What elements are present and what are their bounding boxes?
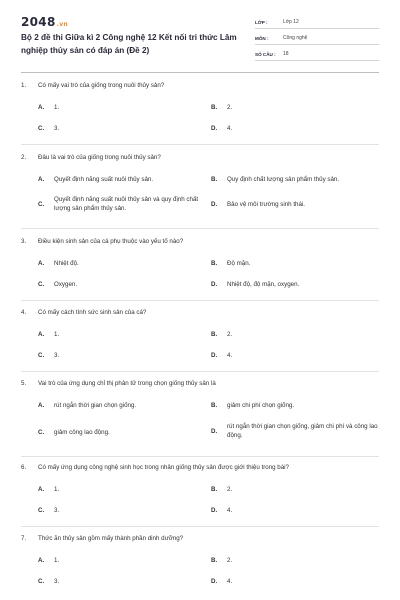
question-1 [21, 80, 379, 132]
question-number: 3. [21, 237, 27, 245]
option-letter: C. [38, 578, 45, 585]
option-d[interactable] [211, 506, 232, 515]
option-c[interactable] [38, 124, 59, 133]
question-divider [21, 371, 379, 372]
option-c[interactable] [38, 195, 206, 213]
question-stem [21, 236, 379, 246]
question-text: Có mấy ứng dụng công nghệ sinh học trong nhân giống thủy sản được giới thiệu trong bài? [38, 463, 290, 471]
option-text: 2. [227, 486, 233, 493]
question-stem [21, 80, 379, 90]
question-4 [21, 307, 379, 359]
meta-key: SỐ CÂU : [255, 52, 276, 57]
logo-text: 2048 [21, 15, 56, 29]
option-text: Độ mặn. [227, 260, 251, 267]
option-text: giảm chi phí chọn giống. [227, 402, 295, 409]
option-a[interactable] [38, 103, 59, 112]
question-3 [21, 236, 379, 288]
option-letter: D. [211, 352, 218, 359]
question-number: 6. [21, 463, 27, 471]
question-divider [21, 144, 379, 145]
question-stem [21, 152, 379, 162]
option-letter: C. [38, 125, 45, 132]
option-letter: B. [211, 402, 218, 409]
question-divider [21, 456, 379, 457]
option-text: 4. [227, 352, 233, 359]
option-text: rút ngắn thời gian chọn giống, giảm chi phí và công lao động. [227, 423, 378, 439]
question-number: 2. [21, 153, 27, 161]
question-7 [21, 533, 379, 585]
option-text: Quyết định năng suất nuôi thủy sản và quy định chất lượng sản phẩm thủy sản. [54, 196, 199, 212]
question-2 [21, 152, 379, 212]
option-letter: B. [211, 176, 218, 183]
option-text: giảm công lao động. [54, 429, 110, 436]
option-b[interactable] [211, 103, 232, 112]
option-text: 1. [54, 486, 60, 493]
option-text: 1. [54, 557, 60, 564]
question-5 [21, 378, 379, 439]
option-d[interactable] [211, 124, 232, 133]
meta-key: MÔN : [255, 36, 269, 41]
meta-value: Công nghệ [283, 35, 308, 41]
option-b[interactable] [211, 485, 232, 494]
option-letter: A. [38, 104, 45, 111]
option-text: 4. [227, 578, 233, 585]
option-d[interactable] [211, 351, 232, 360]
question-stem [21, 462, 379, 472]
question-divider [21, 526, 379, 527]
option-b[interactable] [211, 175, 339, 184]
option-text: 3. [54, 125, 60, 132]
option-text: 1. [54, 331, 60, 338]
option-c[interactable] [38, 351, 59, 360]
question-text: Đâu là vai trò của giống trong nuôi thủy sản? [38, 153, 161, 161]
question-text: Có mấy vai trò của giống trong nuôi thủy sản? [38, 81, 165, 89]
option-a[interactable] [38, 259, 79, 268]
option-a[interactable] [38, 485, 59, 494]
option-text: Bảo vệ môi trường sinh thái. [227, 201, 306, 208]
option-text: Quy định chất lượng sản phẩm thủy sản. [227, 176, 340, 183]
option-text: Nhiệt độ, độ mặn, oxygen. [227, 281, 300, 288]
option-letter: C. [38, 429, 45, 436]
document-title: Bộ 2 đề thi Giữa kì 2 Công nghệ 12 Kết nối tri thức Lâm nghiệp thủy sản có đáp án (Đề 2) [21, 33, 237, 55]
meta-row-subject [255, 30, 379, 45]
option-text: rút ngắn thời gian chọn giống. [54, 402, 137, 409]
option-letter: D. [211, 578, 218, 585]
meta-value: 18 [283, 51, 289, 57]
question-text: Có mấy cách tính sức sinh sản của cá? [38, 308, 147, 316]
option-letter: C. [38, 352, 45, 359]
option-letter: A. [38, 260, 45, 267]
option-text: Nhiệt độ. [54, 260, 79, 267]
option-text: 2. [227, 104, 233, 111]
question-text: Vai trò của ứng dụng chỉ thị phân tử trong chọn giống thủy sản là [38, 379, 216, 387]
option-text: 3. [54, 578, 60, 585]
option-letter: A. [38, 557, 45, 564]
meta-key: LỚP : [255, 20, 268, 25]
question-text: Điều kiện sinh sản của cá phụ thuộc vào yếu tố nào? [38, 237, 184, 245]
question-number: 4. [21, 308, 27, 316]
question-number: 7. [21, 534, 27, 542]
logo-suffix: .vn [56, 21, 68, 28]
option-d[interactable] [211, 422, 379, 440]
option-c[interactable] [38, 428, 110, 437]
option-letter: C. [38, 507, 45, 514]
option-text: 2. [227, 331, 233, 338]
question-divider [21, 300, 379, 301]
option-letter: A. [38, 486, 45, 493]
option-letter: C. [38, 281, 45, 288]
option-c[interactable] [38, 280, 77, 289]
question-text: Thức ăn thủy sản gồm mấy thành phần dinh dưỡng? [38, 534, 184, 542]
option-c[interactable] [38, 506, 59, 515]
meta-row-question-count [255, 46, 379, 61]
option-text: Oxygen. [54, 281, 78, 288]
question-stem [21, 533, 379, 543]
option-letter: B. [211, 486, 218, 493]
option-d[interactable] [211, 577, 232, 586]
option-text: 4. [227, 507, 233, 514]
header-divider [21, 72, 379, 73]
option-b[interactable] [211, 556, 232, 565]
option-letter: A. [38, 331, 45, 338]
option-letter: D. [211, 125, 218, 132]
question-6 [21, 462, 379, 514]
option-a[interactable] [38, 401, 136, 410]
option-text: Quyết định năng suất nuôi thủy sản. [54, 176, 154, 183]
question-number: 5. [21, 379, 27, 387]
option-text: 3. [54, 352, 60, 359]
option-text: 3. [54, 507, 60, 514]
option-c[interactable] [38, 577, 59, 586]
site-logo[interactable] [21, 15, 68, 29]
question-divider [21, 228, 379, 229]
option-a[interactable] [38, 330, 59, 339]
option-b[interactable] [211, 259, 250, 268]
option-letter: B. [211, 557, 218, 564]
option-letter: A. [38, 176, 45, 183]
option-a[interactable] [38, 556, 59, 565]
meta-value: Lớp 12 [283, 19, 299, 25]
option-letter: B. [211, 331, 218, 338]
option-letter: D. [211, 507, 218, 514]
question-number: 1. [21, 81, 27, 89]
option-a[interactable] [38, 175, 153, 184]
document-header [0, 0, 400, 68]
option-letter: D. [211, 281, 218, 288]
document-meta [255, 14, 379, 61]
option-b[interactable] [211, 330, 232, 339]
option-letter: B. [211, 104, 218, 111]
option-letter: D. [211, 201, 218, 208]
option-d[interactable] [211, 280, 299, 289]
question-stem [21, 378, 379, 388]
option-d[interactable] [211, 200, 305, 209]
question-stem [21, 307, 379, 317]
option-text: 4. [227, 125, 233, 132]
meta-row-class [255, 14, 379, 29]
option-letter: C. [38, 200, 45, 208]
option-letter: B. [211, 260, 218, 267]
option-text: 1. [54, 104, 60, 111]
option-letter: A. [38, 402, 45, 409]
option-b[interactable] [211, 401, 294, 410]
option-text: 2. [227, 557, 233, 564]
option-letter: D. [211, 427, 218, 435]
